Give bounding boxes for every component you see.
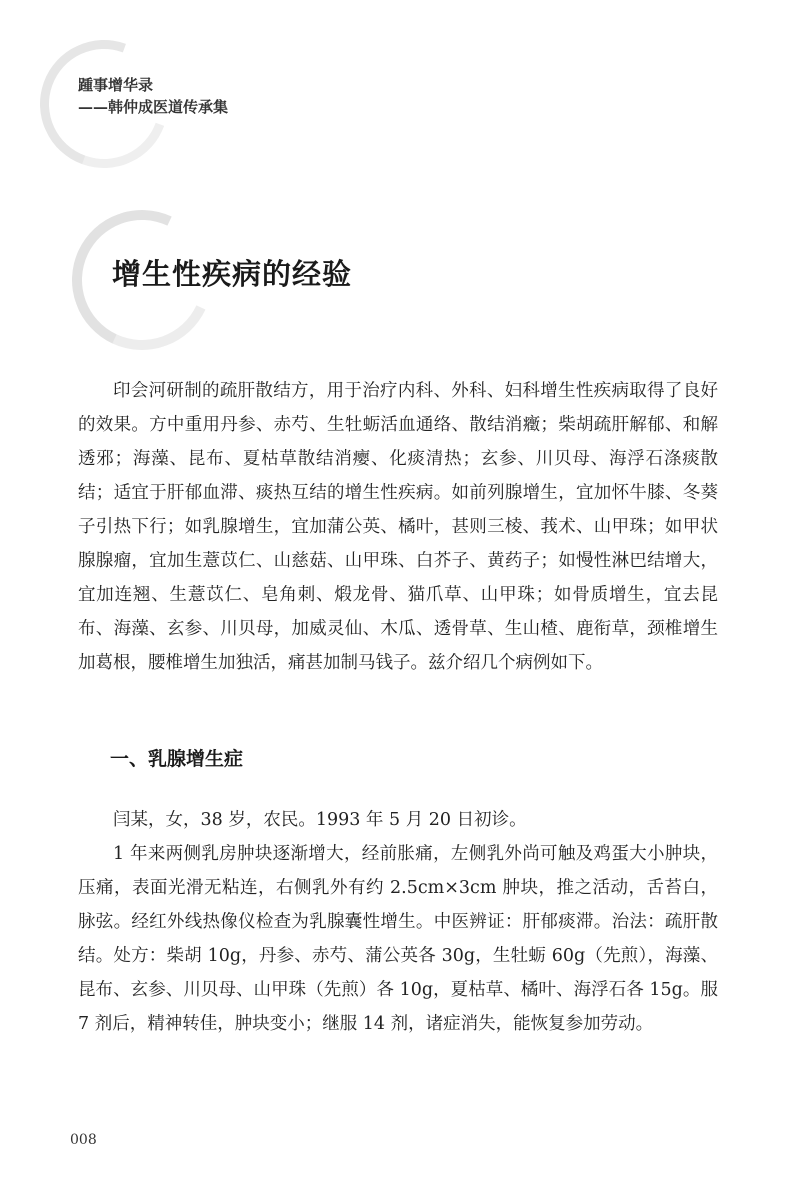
running-head	[78, 74, 228, 118]
page-number: 008	[70, 1132, 97, 1148]
book-subtitle: ——韩仲成医道传承集	[78, 98, 229, 116]
case-section	[78, 803, 718, 1041]
patient-info-paragraph: 闫某，女，38 岁，农民。1993 年 5 月 20 日初诊。	[113, 810, 527, 830]
intro-paragraph: 印会河研制的疏肝散结方，用于治疗内科、外科、妇科增生性疾病取得了良好的效果。方中重用丹参、赤芍、生牡蛎活血通络、散结消癥；柴胡疏肝解郁、和解透邪；海藻、昆布、夏枯草散结消瘿、化痰清热；玄参、川贝母、海浮石涤痰散结；适宜于肝郁血滞、痰热互结的增生性疾病。如前列腺增生，宜加怀牛膝、冬葵子引热下行；如乳腺增生，宜加蒲公英、橘叶，甚则三棱、莪术、山甲珠；如甲状腺腺瘤，宜加生薏苡仁、山慈菇、山甲珠、白芥子、黄药子；如慢性淋巴结增大，宜加连翘、生薏苡仁、皂角刺、煅龙骨、猫爪草、山甲珠；如骨质增生，宜去昆布、海藻、玄参、川贝母，加威灵仙、木瓜、透骨草、生山楂、鹿衔草，颈椎增生加葛根，腰椎增生加独活，痛甚加制马钱子。兹介绍几个病例如下。	[78, 381, 718, 673]
chapter-title: 增生性疾病的经验	[112, 257, 353, 291]
case-description-paragraph: 1 年来两侧乳房肿块逐渐增大，经前胀痛，左侧乳外尚可触及鸡蛋大小肿块，压痛，表面光滑无粘连，右侧乳外有约 2.5cm×3cm 肿块，推之活动，舌苔白，脉弦。经红外线热像仪检查为乳腺囊性增生。中医辨证：肝郁痰滞。治法：疏肝散结。处方：柴胡 10g，丹参、赤芍、蒲公英各 30g，生牡蛎 60g（先煎），海藻、昆布、玄参、川贝母、山甲珠（先煎）各 10g，夏枯草、橘叶、海浮石各 15g。服 7 剂后，精神转佳，肿块变小；继服 14 剂，诸症消失，能恢复参加劳动。	[78, 844, 718, 1034]
section-heading-breast-hyperplasia: 一、乳腺增生症	[110, 748, 244, 770]
intro-section	[78, 374, 718, 680]
book-title: 踵事增华录	[78, 76, 154, 94]
